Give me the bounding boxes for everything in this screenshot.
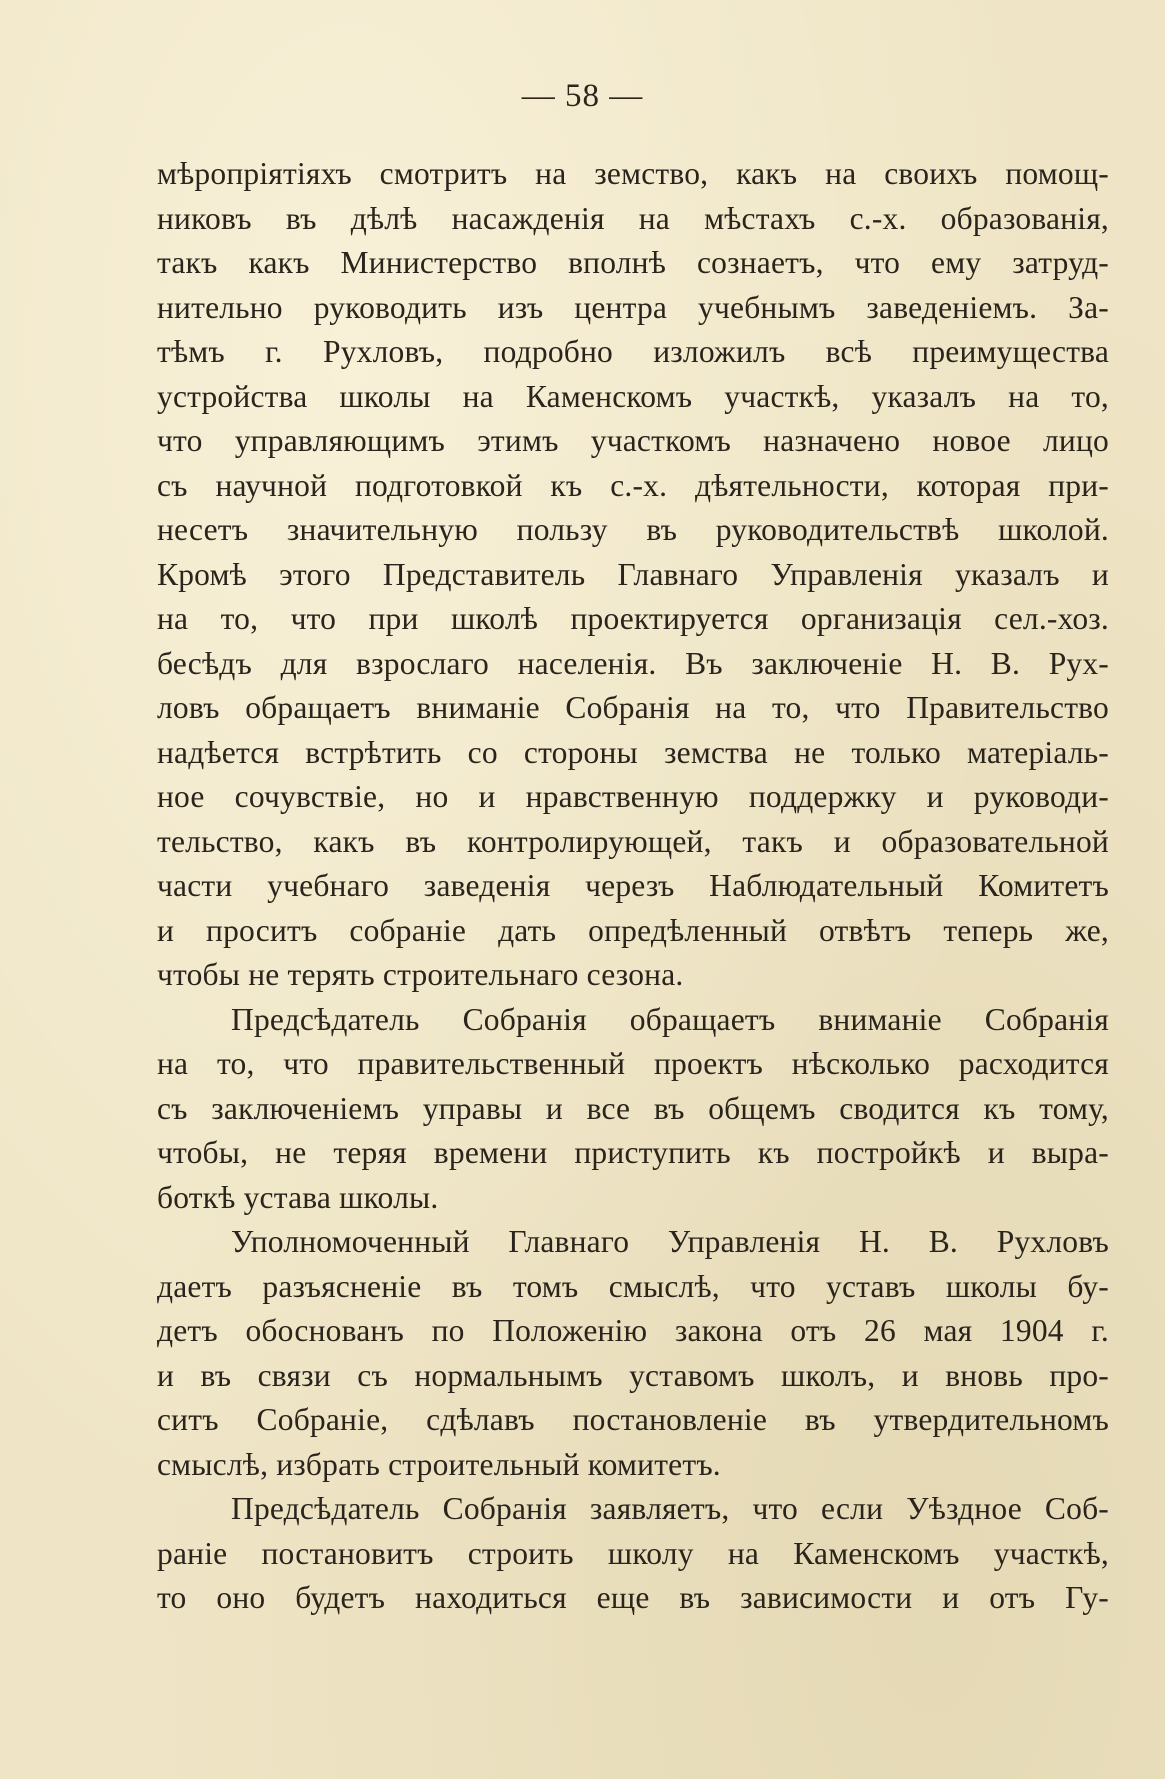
text-line: боткѣ устава школы.	[157, 1179, 439, 1215]
text-line: съ заключеніемъ управы и все въ общемъ сводится къ тому,	[157, 1090, 1109, 1126]
text-line: ситъ Собраніе, сдѣлавъ постановленіе въ утвердительномъ	[157, 1402, 1109, 1437]
text-line: устройства школы на Каменскомъ участкѣ, указалъ на то,	[157, 378, 1109, 414]
text-line: чтобы не терять строительнаго сезона.	[157, 957, 684, 992]
text-line: и проситъ собраніе дать опредѣленный отвѣтъ теперь же,	[157, 912, 1109, 948]
text-line: тельство, какъ въ контролирующей, такъ и образовательной	[157, 823, 1109, 859]
text-line: Предсѣдатель Собранія обращаетъ вниманіе Собранія	[231, 1001, 1109, 1037]
text-line: бесѣдъ для взрослаго населенія. Въ заключеніе Н. В. Рух-	[157, 645, 1109, 681]
text-line: Предсѣдатель Собранія заявляетъ, что если Уѣздное Соб-	[231, 1491, 1109, 1526]
text-line: мѣропріятіяхъ смотритъ на земство, какъ на своихъ помощ-	[157, 156, 1109, 191]
text-line: нительно руководить изъ центра учебнымъ заведеніемъ. За-	[157, 289, 1109, 325]
text-line: никовъ въ дѣлѣ насажденія на мѣстахъ с.-х. образованія,	[157, 200, 1109, 236]
body-text	[157, 152, 1109, 1621]
text-line: на то, что при школѣ проектируется организація сел.-хоз.	[157, 601, 1109, 636]
text-line: детъ обоснованъ по Положенію закона отъ 26 мая 1904 г.	[157, 1313, 1109, 1348]
text-line: Уполномоченный Главнаго Управленія Н. В. Рухловъ	[231, 1224, 1109, 1259]
text-line: на то, что правительственный проектъ нѣсколько расходится	[157, 1046, 1109, 1081]
text-line: то оно будетъ находиться еще въ зависимости и отъ Гу-	[157, 1580, 1109, 1615]
text-line: смыслѣ, избрать строительный комитетъ.	[157, 1446, 721, 1482]
text-line: такъ какъ Министерство вполнѣ сознаетъ, что ему затруд-	[157, 245, 1109, 280]
text-line: чтобы, не теряя времени приступить къ постройкѣ и выра-	[157, 1135, 1109, 1170]
text-line: тѣмъ г. Рухловъ, подробно изложилъ всѣ преимущества	[157, 334, 1109, 369]
text-line: съ научной подготовкой къ с.-х. дѣятельности, которая при-	[157, 467, 1109, 503]
page-number: — 58 —	[521, 78, 644, 114]
text-line: ловъ обращаетъ вниманіе Собранія на то, что Правительство	[157, 690, 1109, 725]
text-line: даетъ разъясненіе въ томъ смыслѣ, что уставъ школы бу-	[157, 1268, 1109, 1304]
text-line: что управляющимъ этимъ участкомъ назначено новое лицо	[157, 423, 1109, 458]
text-line: надѣется встрѣтить со стороны земства не только матеріаль-	[157, 734, 1109, 770]
text-line: несетъ значительную пользу въ руководительствѣ школой.	[157, 512, 1109, 547]
text-line: ное сочувствіе, но и нравственную поддержку и руководи-	[157, 779, 1109, 814]
text-line: раніе постановитъ строить школу на Каменскомъ участкѣ,	[157, 1535, 1109, 1571]
text-line: части учебнаго заведенія черезъ Наблюдательный Комитетъ	[157, 868, 1109, 903]
text-line: и въ связи съ нормальнымъ уставомъ школъ, и вновь про-	[157, 1357, 1109, 1393]
text-line: Кромѣ этого Представитель Главнаго Управленія указалъ и	[157, 556, 1109, 592]
